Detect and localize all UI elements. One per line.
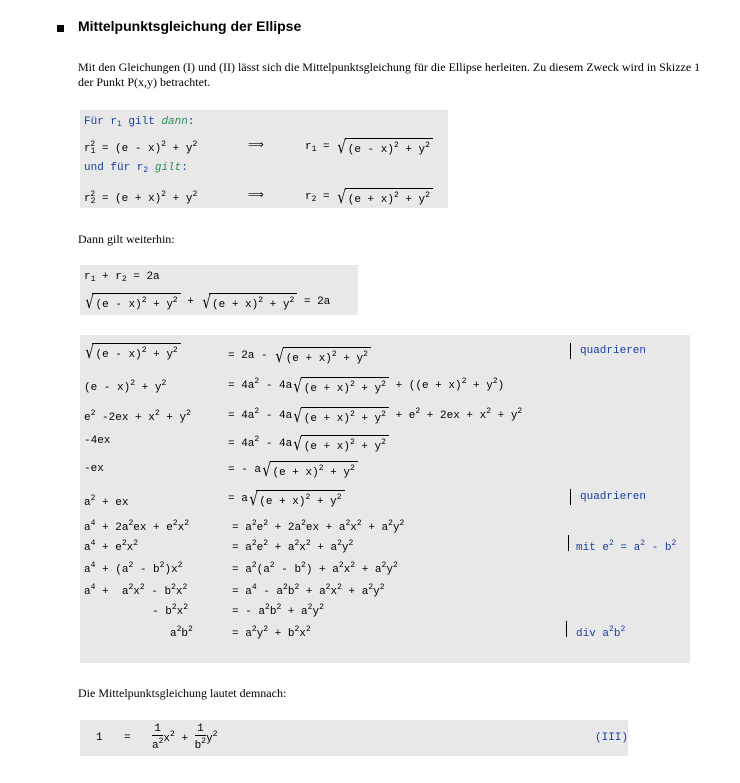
deriv-right-3: = $4a^2 - 4a√(e + x)^2 + y^2 + e^2 + 2ex + x^2 + y^2$ [228, 406, 523, 427]
equation-r-sum: $r_1 + r_2 = 2a$ [84, 271, 160, 284]
deriv-left-8: $a^4 + e^2x^2$ [84, 539, 139, 554]
intro-paragraph: Mit den Gleichungen (I) und (II) lässt sich die Mittelpunktsgleichung für die Ellipse herleiten. Zu diesem Zweck wird in Skizze 1 der Punkt P(x,y) betrachtet. [78, 60, 701, 89]
separator-1 [570, 343, 571, 359]
equation-r1: $r_1 = √(e - x)^2 + y^2$ [305, 138, 433, 157]
separator-2 [570, 489, 571, 505]
deriv-left-3: $e^2$ $-2ex + x^2 + y^2$ [84, 409, 191, 424]
deriv-right-2: = $4a^2 - 4a√(e + x)^2 + y^2 + ((e + x)^2 + y^2)$ [228, 376, 505, 397]
deriv-right-7: = $a^2e^2 + 2a^2ex + a^2x^2 + a^2y^2$ [232, 519, 405, 534]
annotation-div: div $a^2b^2$ [576, 625, 626, 640]
deriv-left-6: $a^2$ + ex [84, 494, 129, 509]
equation-r2-squared: $r_2^2 = (e + x)^2 + y^2$ [84, 190, 198, 206]
deriv-right-5: = - $a√(e + x)^2 + y^2$ [228, 461, 358, 480]
deriv-right-6: = $a√(e + x)^2 + y^2$ [228, 490, 345, 509]
text-final: Die Mittelpunktsgleichung lautet demnach: [78, 686, 287, 700]
deriv-right-8: = $a^2e^2 + a^2x^2 + a^2y^2$ [232, 539, 354, 554]
formula-block-final [80, 720, 628, 756]
final-equation: $\frac{1}{a^2}$ $x^2$ + $\frac{1}{b^2}$ $y^2$ [152, 723, 218, 752]
deriv-left-10: $a^4 + a^2x^2 - b^2x^2$ [84, 583, 188, 598]
bullet-icon [57, 25, 64, 32]
annotation-quadrieren-2: quadrieren [580, 491, 647, 503]
formula-block-radii [80, 110, 448, 208]
final-one: 1 [96, 732, 103, 744]
deriv-right-4: = $4a^2 - 4a√(e + x)^2 + y^2$ [228, 433, 389, 454]
final-equals: = [124, 732, 131, 744]
deriv-left-11: - $b^2x^2$ [152, 603, 189, 618]
implies-arrow-2: ⟹ [248, 190, 264, 202]
deriv-left-2: $(e - x)^2 + y^2$ [84, 379, 167, 394]
deriv-right-11: = - $a^2b^2 + a^2y^2$ [232, 603, 324, 618]
deriv-right-9: = $a^2(a^2 - b^2) + a^2x^2 + a^2y^2$ [232, 561, 398, 576]
deriv-right-12: = $a^2y^2 + b^2x^2$ [232, 625, 311, 640]
text-dann-gilt: Dann gilt weiterhin: [78, 232, 175, 246]
deriv-left-5: -ex [84, 463, 104, 475]
equation-root-sum: $√(e - x)^2 + y^2 + √(e + x)^2 + y^2 = 2a$ [85, 292, 331, 313]
line-r1-intro: Für $r_1$ gilt dann: [84, 116, 195, 129]
separator-4 [566, 621, 567, 637]
section-heading: Mittelpunktsgleichung der Ellipse [78, 18, 302, 34]
deriv-right-1: = $2a - √(e + x)^2 + y^2$ [228, 347, 371, 366]
deriv-left-9: $a^4 + (a^2 - b^2)x^2$ [84, 561, 183, 576]
equation-r1-squared: $r_1^2 = (e - x)^2 + y^2$ [84, 140, 198, 156]
formula-block-sum [80, 265, 358, 315]
deriv-left-1: $√(e - x)^2 + y^2$ [84, 343, 181, 362]
implies-arrow-1: ⟹ [248, 140, 264, 152]
deriv-left-12: $a^2b^2$ [170, 625, 193, 640]
separator-3 [568, 535, 569, 551]
deriv-left-4: -4ex [84, 435, 111, 447]
annotation-mit: mit $e^2 = a^2 - b^2$ [576, 539, 677, 554]
formula-block-derivation [80, 335, 690, 663]
equation-label: (III) [595, 732, 629, 744]
equation-r2: $r_2 = √(e + x)^2 + y^2$ [305, 188, 433, 207]
deriv-right-10: = $a^4 - a^2b^2 + a^2x^2 + a^2y^2$ [232, 583, 385, 598]
line-r2-intro: und für $r_2$ gilt: [84, 162, 188, 175]
deriv-left-7: $a^4 + 2a^2ex + e^2x^2$ [84, 519, 190, 534]
annotation-quadrieren-1: quadrieren [580, 345, 647, 357]
